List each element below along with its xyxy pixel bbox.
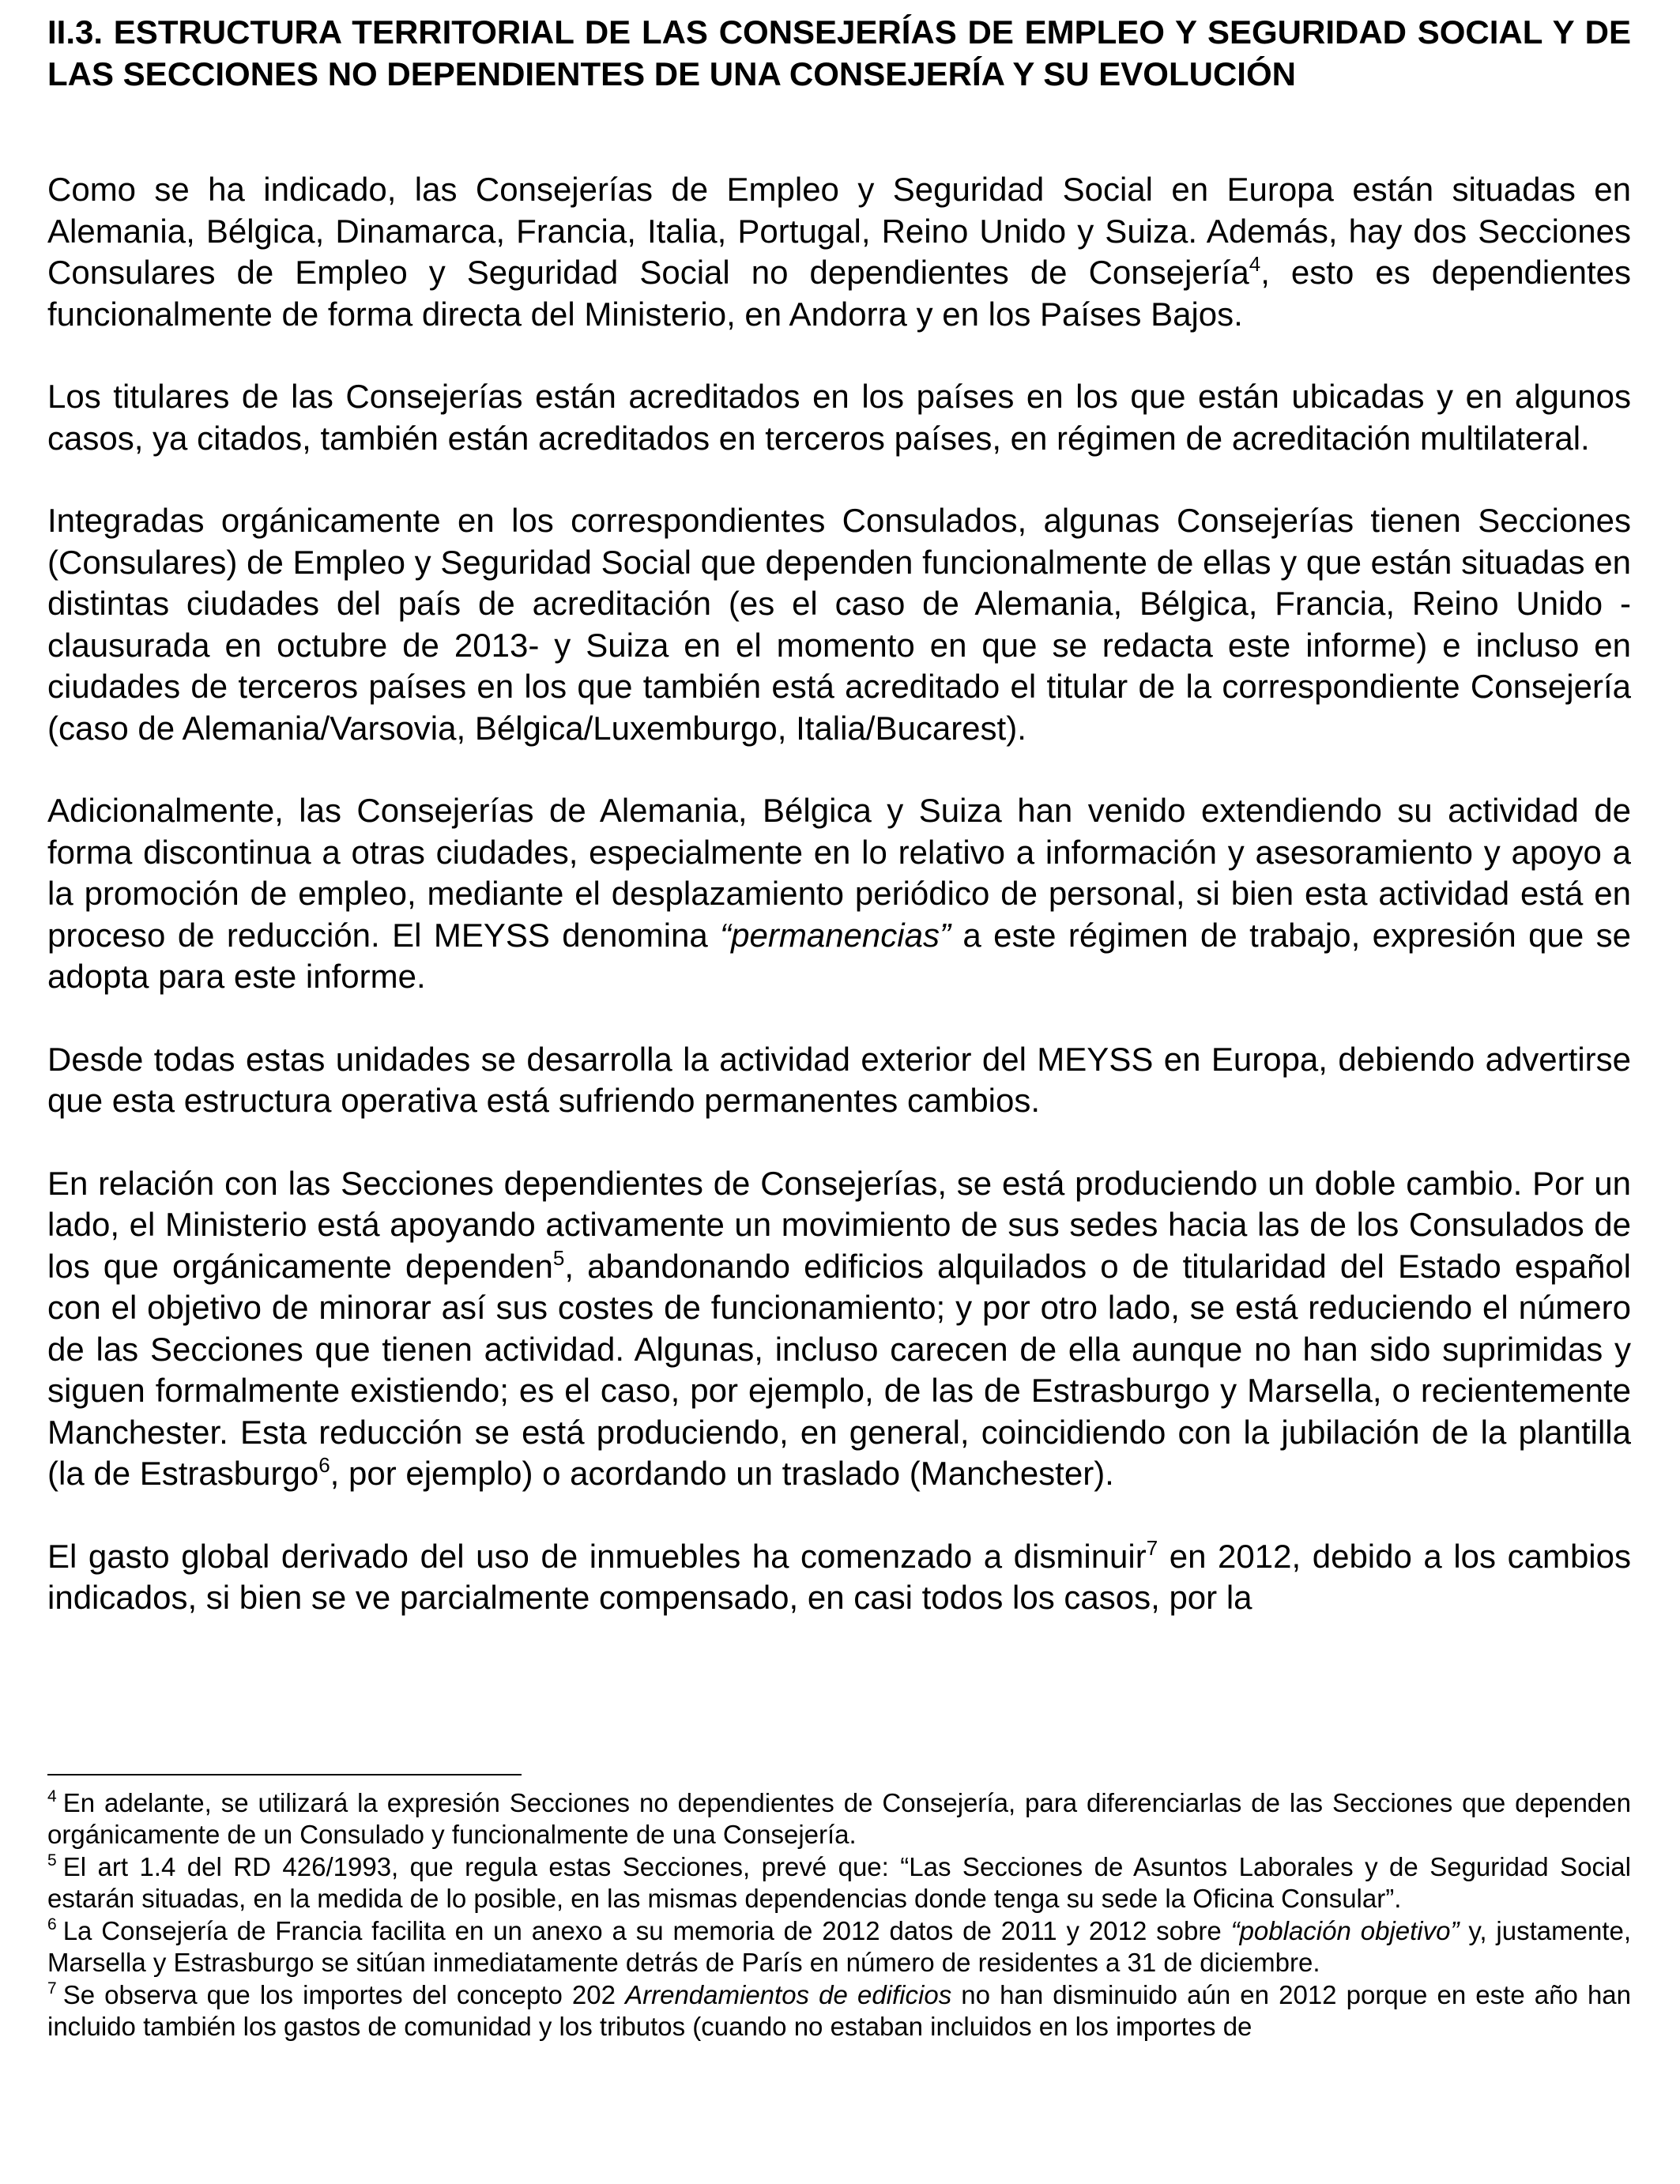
paragraph-1-text-b: , esto es dependientes funcionalmente de forma directa del Ministerio, en Andorra y en los Países Bajos. xyxy=(47,254,1631,333)
paragraph-4-text-b: a este régimen de trabajo, expresión que se adopta para este informe. xyxy=(47,916,1631,995)
paragraph-7-text-b: en 2012, debido a los cambios indicados, si bien se ve parcialmente compensado, en casi todos los casos, por la xyxy=(47,1537,1631,1616)
footnote-7 xyxy=(47,1979,1631,2043)
paragraph-6-text-b: , abandonando edificios alquilados o de titularidad del Estado español con el objetivo de minorar así sus costes de funcionamiento; y por otro lado, se está reduciendo el número de las Secciones que tienen actividad. Algunas, incluso carecen de ella aunque no han sido suprimidas y siguen formalmente existiendo; es el caso, por ejemplo, de las de Estrasburgo y Marsella, o recientemente Manchester. Esta reducción se está produciendo, en general, coincidiendo con la jubilación de la plantilla (la de Estrasburgo xyxy=(47,1247,1631,1492)
footnote-7-text-b: no han disminuido aún en 2012 porque en este año han incluido también los gastos de comunidad y los tributos (cuando no estaban incluidos en los importes de xyxy=(47,1980,1631,2041)
footnote-6-text-b: y, justamente, Marsella y Estrasburgo se sitúan inmediatamente detrás de París en número de residentes a 31 de diciembre. xyxy=(47,1916,1631,1977)
footnote-ref-4[interactable]: 4 xyxy=(1249,252,1261,276)
footnote-number: 6 xyxy=(47,1915,57,1934)
footnote-ref-7[interactable]: 7 xyxy=(1146,1535,1158,1560)
footnote-ref-5[interactable]: 5 xyxy=(552,1245,565,1270)
paragraph-1 xyxy=(47,169,1631,335)
footnote-ref-6[interactable]: 6 xyxy=(318,1453,330,1477)
paragraph-6 xyxy=(47,1163,1631,1495)
footnote-number: 4 xyxy=(47,1787,57,1806)
footnote-7-text-a: Se observa que los importes del concepto 202 xyxy=(62,1980,626,2009)
paragraph-6-text-a: En relación con las Secciones dependientes de Consejerías, se está produciendo un doble cambio. Por un lado, el Ministerio está apoyando activamente un movimiento de sus sedes hacia las de los Consulados de los que orgánicamente dependen xyxy=(47,1164,1631,1285)
footnote-4-text: En adelante, se utilizará la expresión Secciones no dependientes de Consejería, para diferenciarlas de las Secciones que dependen orgánicamente de un Consulado y funcionalmente de una Consejería. xyxy=(47,1788,1631,1849)
footnote-5 xyxy=(47,1851,1631,1915)
footnote-6-text-a: La Consejería de Francia facilita en un anexo a su memoria de 2012 datos de 2011 y 2012 sobre xyxy=(62,1916,1231,1945)
paragraph-7 xyxy=(47,1536,1631,1619)
body-text xyxy=(47,169,1631,1660)
footnotes xyxy=(47,1787,1631,2043)
paragraph-4-text-a: Adicionalmente, las Consejerías de Alemania, Bélgica y Suiza han venido extendiendo su actividad de forma discontinua a otras ciudades, especialmente en lo relativo a información y asesoramiento y apoyo a la promoción de empleo, mediante el desplazamiento periódico de personal, si bien esta actividad está en proceso de reducción. El MEYSS denomina xyxy=(47,792,1631,954)
footnote-number: 7 xyxy=(47,1979,57,1998)
paragraph-3: Integradas orgánicamente en los correspondientes Consulados, algunas Consejerías tienen Secciones (Consulares) de Empleo y Seguridad Social que dependen funcionalmente de ellas y que están situadas en distintas ciudades del país de acreditación (es el caso de Alemania, Bélgica, Francia, Reino Unido -clausurada en octubre de 2013- y Suiza en el momento en que se redacta este informe) e incluso en ciudades de terceros países en los que también está acreditado el titular de la correspondiente Consejería (caso de Alemania/Varsovia, Bélgica/Luxemburgo, Italia/Bucarest). xyxy=(47,502,1631,747)
footnote-6 xyxy=(47,1915,1631,1979)
paragraph-4-emphasis: “permanencias” xyxy=(720,916,951,954)
footnote-5-text: El art 1.4 del RD 426/1993, que regula estas Secciones, prevé que: “Las Secciones de Asuntos Laborales y de Seguridad Social estarán situadas, en la medida de lo posible, en las mismas dependencias donde tenga su sede la Oficina Consular”. xyxy=(47,1852,1631,1913)
section-heading: II.3. ESTRUCTURA TERRITORIAL DE LAS CONSEJERÍAS DE EMPLEO Y SEGURIDAD SOCIAL Y DE LAS SECCIONES NO DEPENDIENTES DE UNA CONSEJERÍA Y SU EVOLUCIÓN xyxy=(47,13,1631,92)
footnote-separator xyxy=(47,1774,522,1775)
footnote-number: 5 xyxy=(47,1851,57,1870)
paragraph-6-text-c: , por ejemplo) o acordando un traslado (Manchester). xyxy=(330,1455,1114,1492)
footnote-7-emphasis: Arrendamientos de edificios xyxy=(625,1980,952,2009)
paragraph-7-text-a: El gasto global derivado del uso de inmuebles ha comenzado a disminuir xyxy=(47,1537,1147,1575)
paragraph-5: Desde todas estas unidades se desarrolla la actividad exterior del MEYSS en Europa, debiendo advertirse que esta estructura operativa está sufriendo permanentes cambios. xyxy=(47,1040,1631,1119)
paragraph-1-text-a: Como se ha indicado, las Consejerías de Empleo y Seguridad Social en Europa están situadas en Alemania, Bélgica, Dinamarca, Francia, Italia, Portugal, Reino Unido y Suiza. Además, hay dos Secciones Consulares de Empleo y Seguridad Social no dependientes de Consejería xyxy=(47,171,1631,291)
paragraph-4 xyxy=(47,790,1631,998)
footnote-6-emphasis: “población objetivo” xyxy=(1230,1916,1460,1945)
paragraph-2: Los titulares de las Consejerías están acreditados en los países en los que están ubicadas y en algunos casos, ya citados, también están acreditados en terceros países, en régimen de acreditación multilateral. xyxy=(47,378,1631,457)
footnote-4 xyxy=(47,1787,1631,1851)
